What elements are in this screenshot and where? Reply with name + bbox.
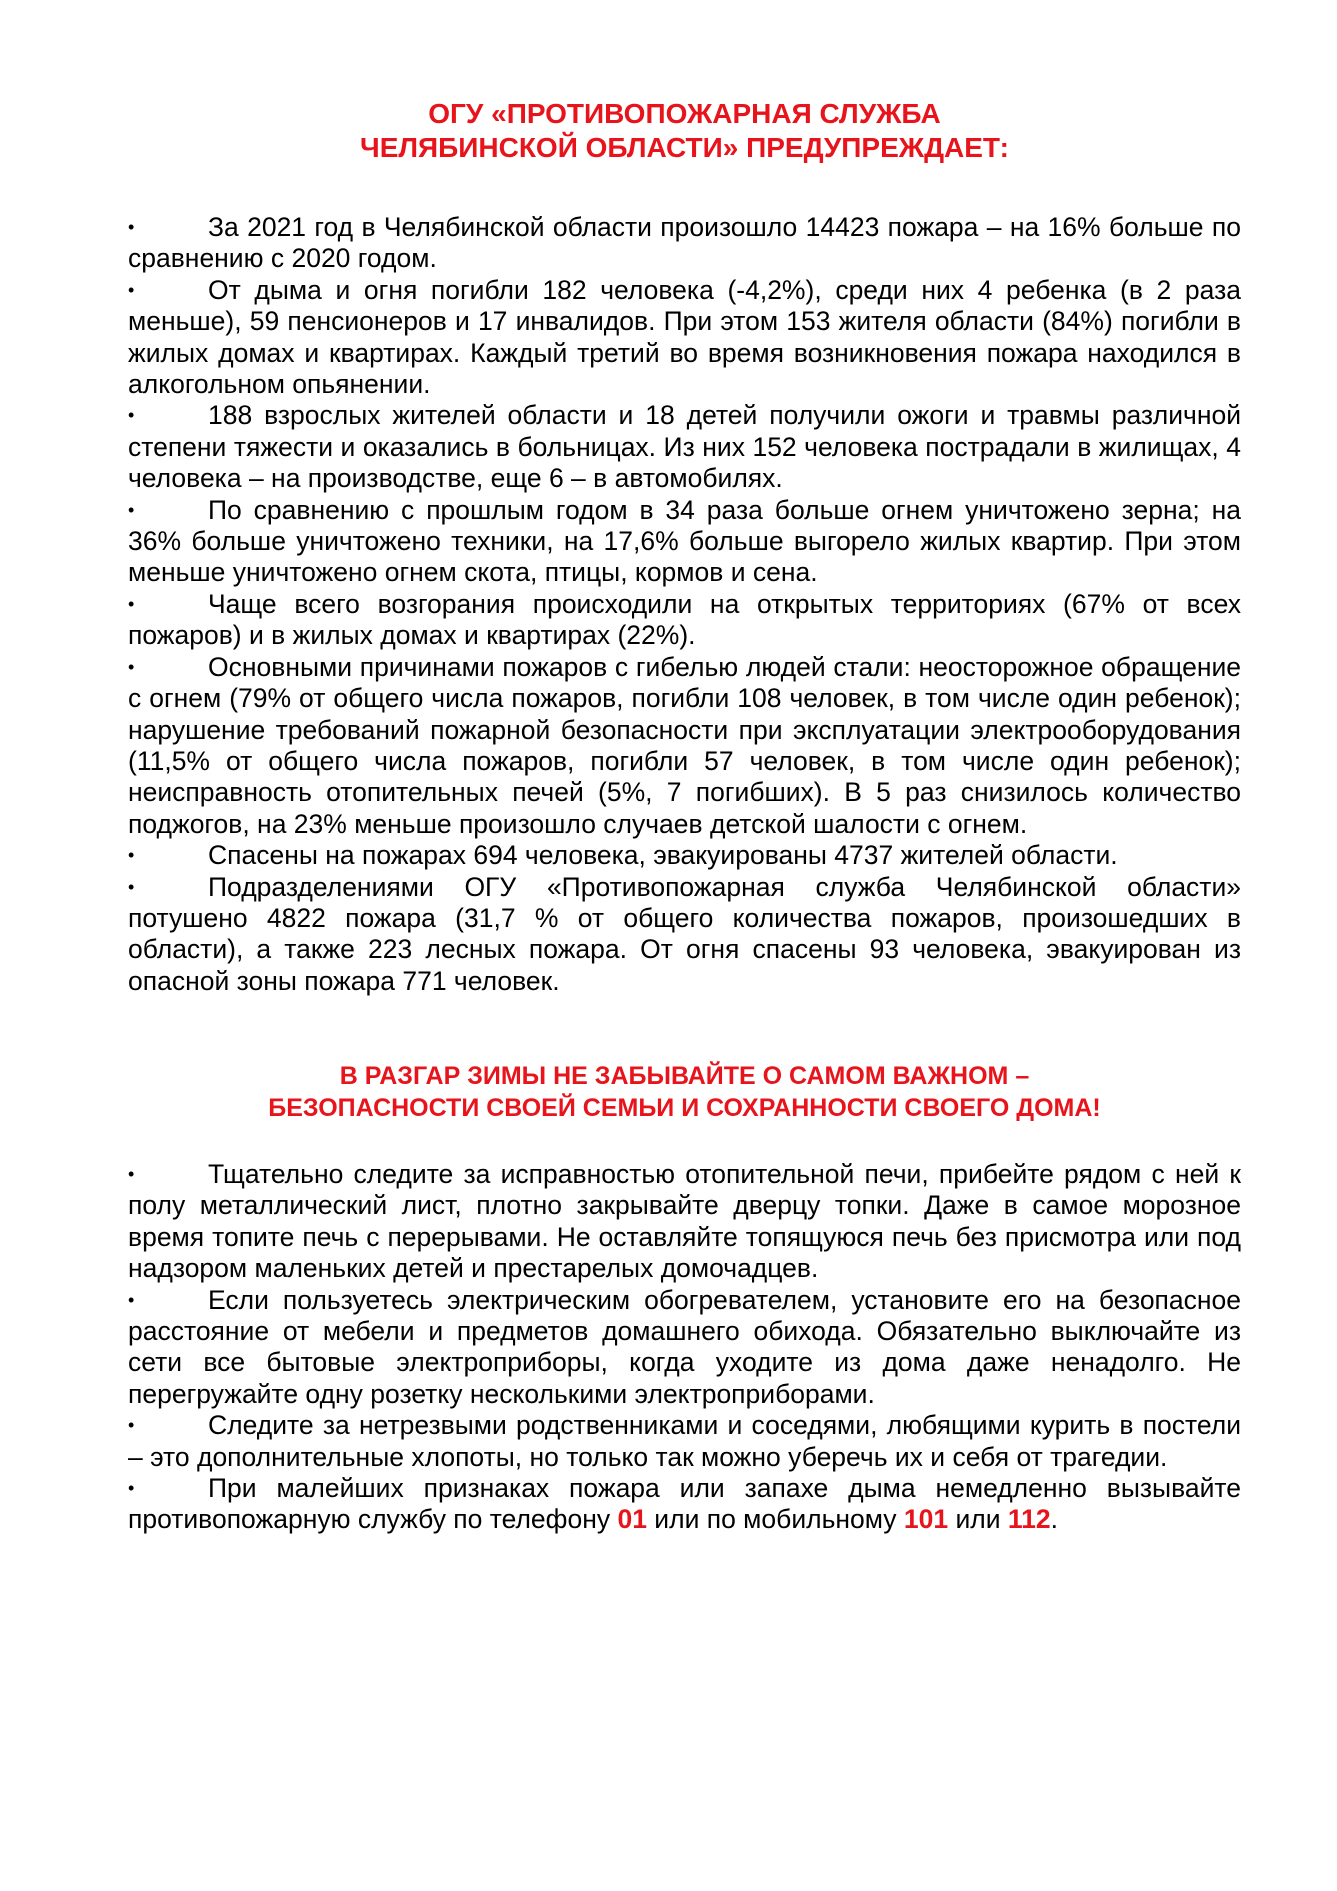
statistics-item-text: От дыма и огня погибли 182 человека (-4,2%), среди них 4 ребенка (в 2 раза меньше), 59 пенсионеров и 17 инвалидов. При этом 153 жителя области (84%) погибли в жилых домах и квартирах. Каждый третий во время возникновения пожара находился в алкогольном опьянении. bbox=[128, 274, 1241, 400]
statistics-item-text: Подразделениями ОГУ «Противопожарная служба Челябинской области» потушено 4822 пожара (31,7 % от общего количества пожаров, произошедших в области), а также 223 лесных пожара. От огня спасены 93 человека, эвакуирован из опасной зоны пожара 771 человек. bbox=[128, 871, 1241, 996]
statistics-item bbox=[128, 840, 1241, 871]
statistics-item-text: Основными причинами пожаров с гибелью людей стали: неосторожное обращение с огнем (79% от общего числа пожаров, погибли 108 человек, в том числе один ребенок); нарушение требований пожарной безопасности при эксплуатации электрооборудования (11,5% от общего числа пожаров, погибли 57 человек, в том числе один ребенок); неисправность отопительных печей (5%, 7 погибших). В 5 раз снизилось количество поджогов, на 23% меньше произошло случаев детской шалости с огнем. bbox=[128, 651, 1241, 839]
statistics-item-text: Чаще всего возгорания происходили на открытых территориях (67% от всех пожаров) и в жилых домах и квартирах (22%). bbox=[128, 588, 1241, 651]
statistics-item bbox=[128, 212, 1241, 275]
bullet-icon: • bbox=[128, 1289, 135, 1310]
statistics-item bbox=[128, 589, 1241, 652]
statistics-item bbox=[128, 400, 1241, 494]
emergency-text-end: . bbox=[1050, 1504, 1059, 1535]
statistics-item-text: По сравнению с прошлым годом в 34 раза больше огнем уничтожено зерна; на 36% больше уничтожено техники, на 17,6% больше выгорело жилых квартир. При этом меньше уничтожено огнем скота, птицы, кормов и сена. bbox=[128, 494, 1241, 588]
statistics-item bbox=[128, 275, 1241, 401]
phone-number-mobile-101: 101 bbox=[903, 1504, 949, 1535]
bullet-icon: • bbox=[128, 1164, 135, 1184]
bullet-icon: • bbox=[128, 279, 135, 300]
advice-item bbox=[128, 1285, 1241, 1411]
main-heading-line-2: ЧЕЛЯБИНСКОЙ ОБЛАСТИ» ПРЕДУПРЕЖДАЕТ: bbox=[360, 132, 1009, 163]
bullet-icon: • bbox=[128, 217, 135, 237]
warning-heading bbox=[128, 1060, 1241, 1124]
advice-item bbox=[128, 1159, 1241, 1285]
statistics-item-text: За 2021 год в Челябинской области произошло 14423 пожара – на 16% больше по сравнению с 2020 годом. bbox=[128, 212, 1241, 274]
advice-list bbox=[128, 1159, 1241, 1536]
statistics-item-text: 188 взрослых жителей области и 18 детей получили ожоги и травмы различной степени тяжести и оказались в больницах. Из них 152 человека пострадали в жилищах, 4 человека – на производстве, еще 6 – в автомобилях. bbox=[128, 400, 1241, 494]
warning-heading-line-1: В РАЗГАР ЗИМЫ НЕ ЗАБЫВАЙТЕ О САМОМ ВАЖНОМ – bbox=[339, 1062, 1030, 1090]
statistics-item bbox=[128, 872, 1241, 998]
advice-item-text: Если пользуетесь электрическим обогревателем, установите его на безопасное расстояние от мебели и предметов домашнего обихода. Обязательно выключайте из сети все бытовые электроприборы, когда уходите из дома даже ненадолго. Не перегружайте одну розетку несколькими электроприборами. bbox=[128, 1284, 1241, 1409]
bullet-icon: • bbox=[128, 656, 135, 677]
bullet-icon: • bbox=[128, 845, 135, 866]
statistics-list bbox=[128, 212, 1241, 997]
advice-item-emergency bbox=[128, 1473, 1241, 1536]
statistics-item bbox=[128, 652, 1241, 840]
bullet-icon: • bbox=[128, 1478, 135, 1499]
advice-item-text: Тщательно следите за исправностью отопительной печи, прибейте рядом с ней к полу металлический лист, плотно закрывайте дверцу топки. Даже в самое морозное время топите печь с перерывами. Не оставляйте топящуюся печь без присмотра или под надзором маленьких детей и престарелых домочадцев. bbox=[128, 1159, 1241, 1284]
bullet-icon: • bbox=[128, 593, 135, 614]
bullet-icon: • bbox=[128, 1415, 135, 1436]
bullet-icon: • bbox=[128, 405, 135, 426]
emergency-text-before: При малейших признаках пожара или запахе дыма немедленно вызывайте противопожарную службу по телефону bbox=[128, 1473, 1241, 1535]
advice-item-text: Следите за нетрезвыми родственниками и соседями, любящими курить в постели – это дополнительные хлопоты, но только так можно уберечь их и себя от трагедии. bbox=[128, 1410, 1241, 1472]
main-heading bbox=[128, 97, 1241, 165]
emergency-text-or: или bbox=[948, 1504, 1008, 1535]
statistics-item-text: Спасены на пожарах 694 человека, эвакуированы 4737 жителей области. bbox=[208, 840, 1118, 871]
statistics-item bbox=[128, 495, 1241, 589]
bullet-icon: • bbox=[128, 499, 135, 520]
phone-number-landline: 01 bbox=[617, 1504, 647, 1535]
advice-item bbox=[128, 1410, 1241, 1473]
main-heading-line-1: ОГУ «ПРОТИВОПОЖАРНАЯ СЛУЖБА bbox=[428, 98, 941, 129]
warning-heading-line-2: БЕЗОПАСНОСТИ СВОЕЙ СЕМЬИ И СОХРАННОСТИ СВОЕГО ДОМА! bbox=[268, 1094, 1101, 1122]
phone-number-mobile-112: 112 bbox=[1007, 1504, 1051, 1535]
emergency-text-middle: или по мобильному bbox=[646, 1504, 904, 1535]
bullet-icon: • bbox=[128, 876, 135, 897]
